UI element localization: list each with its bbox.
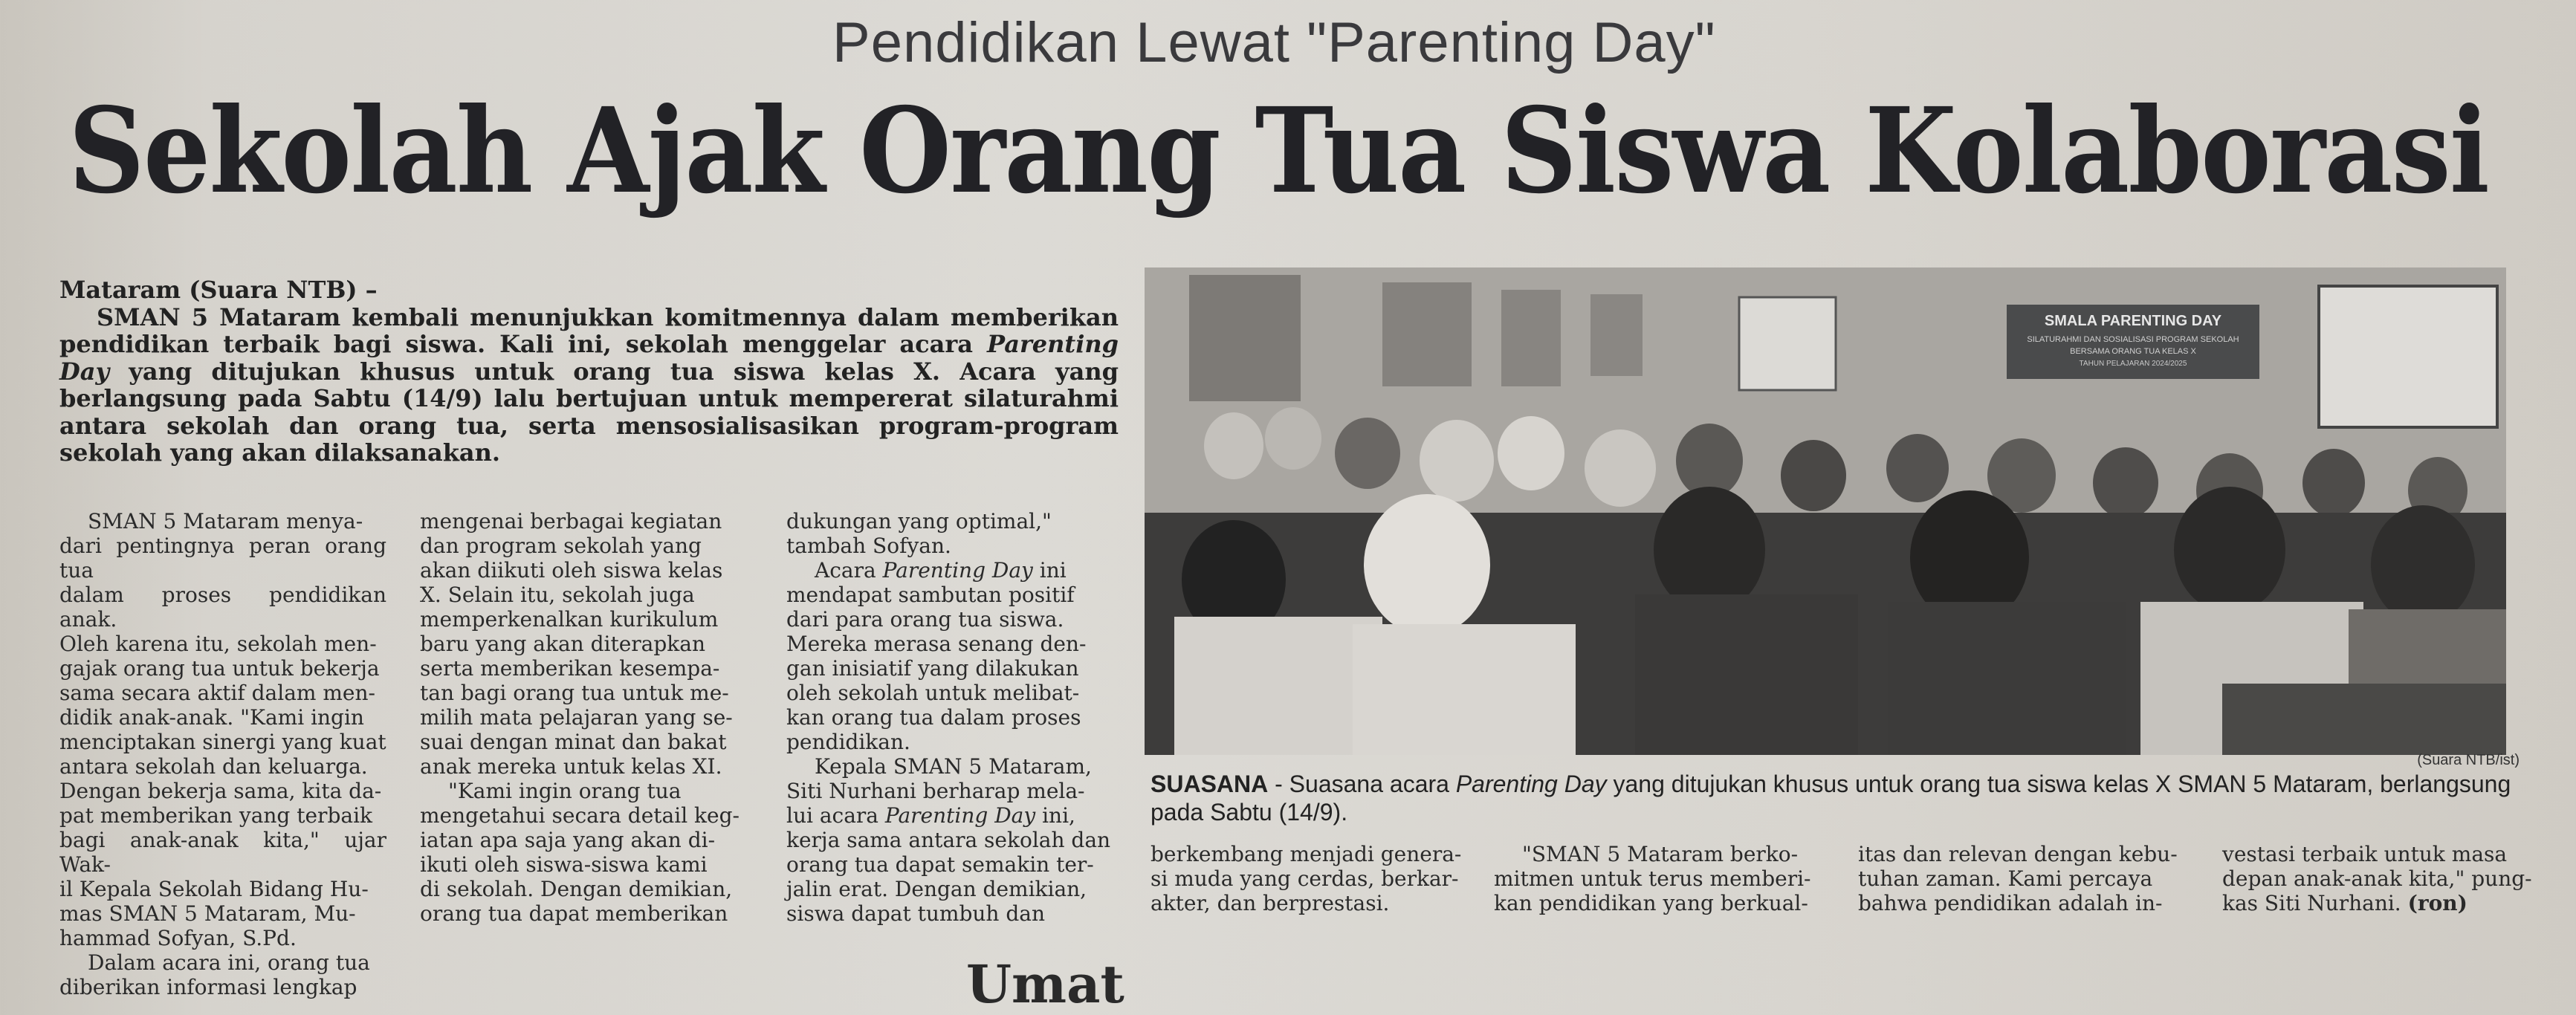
lead-text-1: SMAN 5 Mataram kembali menunjukkan komitmennya dalam memberikan pendidikan terbaik bagi siswa. Kali ini, sekolah menggelar acara	[59, 302, 1119, 358]
col3-paragraph-1: dukungan yang optimal," tambah Sofyan.	[786, 509, 1052, 558]
body-column-1	[59, 509, 386, 999]
col3-paragraph-3	[786, 754, 1121, 926]
body-column-3	[786, 509, 1121, 926]
col3-p3-italic: Parenting Day	[884, 803, 1036, 828]
col7-text: vestasi terbaik untuk masa depan anak-anak kita," pung- kas Siti Nurhani.	[2222, 842, 2532, 915]
body-column-5	[1494, 842, 1828, 915]
caption-italic: Parenting Day	[1455, 771, 1607, 797]
banner-line-2: BERSAMA ORANG TUA KELAS X	[2070, 347, 2196, 356]
lead-italic: Parenting Day	[59, 330, 1119, 386]
col3-paragraph-2	[786, 558, 1121, 754]
caption-text-1: - Suasana acara	[1268, 771, 1456, 797]
col3-p3-text-b: ini, kerja sama antara sekolah dan orang tua dapat semakin ter- jalin erat. Dengan demikian, siswa dapat tumbuh dan	[786, 803, 1111, 926]
next-article-headline-fragment: Umat	[966, 953, 1124, 1015]
col6-paragraph: itas dan relevan dengan kebu- tuhan zaman. Kami percaya bahwa pendidikan adalah in-	[1858, 842, 2178, 915]
body-column-4	[1151, 842, 1463, 915]
col5-paragraph: "SMAN 5 Mataram berko- mitmen untuk terus memberi- kan pendidikan yang berkual-	[1494, 842, 1811, 915]
author-initials: (ron)	[2407, 891, 2467, 915]
caption-label: SUASANA	[1151, 771, 1269, 797]
photo-credit: (Suara NTB/ist)	[2417, 752, 2520, 768]
col3-p2-italic: Parenting Day	[882, 558, 1033, 583]
col3-p2-text-b: ini mendapat sambutan positif dari para orang tua siswa. Mereka merasa senang den- gan inisiatif yang dilakukan oleh sekolah untuk melibat- kan orang tua dalam proses pendidikan.	[786, 558, 1087, 754]
body-column-6	[1858, 842, 2185, 915]
banner-line-3: TAHUN PELAJARAN 2024/2025	[2079, 360, 2187, 368]
col4-paragraph: berkembang menjadi genera- si muda yang cerdas, berkar- akter, dan berprestasi.	[1151, 842, 1462, 915]
event-photo	[1145, 267, 2506, 755]
col3-p2-text-a: Acara	[815, 558, 883, 583]
col2-paragraph-1: mengenai berbagai kegiatan dan program sekolah yang akan diikuti oleh siswa kelas X. Selain itu, sekolah juga memperkenalkan kurikulum baru yang akan diterapkan serta memberikan kesempa- tan bagi orang tua untuk me- milih mata pelajaran yang se- suai dengan minat dan bakat anak mereka untuk kelas XI.	[420, 509, 733, 779]
caption-text-2: yang ditujukan khusus untuk orang tua siswa kelas X SMAN 5 Mataram, berlangsung pada Sabtu (14/9).	[1151, 771, 2511, 826]
banner-title: SMALA PARENTING DAY	[2044, 313, 2222, 329]
banner-line-1: SILATURAHMI DAN SOSIALISASI PROGRAM SEKOLAH	[2027, 335, 2239, 344]
event-photo-illustration	[1145, 267, 2506, 755]
lead-body	[59, 304, 1119, 467]
photo-caption	[1151, 770, 2525, 826]
lead-text-2: yang ditujukan khusus untuk orang tua siswa kelas X. Acara yang berlangsung pada Sabtu (14/9) lalu bertujuan untuk mempererat silaturahmi antara sekolah dan orang tua, serta mensosialisasikan program-program sekolah yang akan dilaksanakan.	[59, 357, 1119, 467]
col1-paragraph-2: Dalam acara ini, orang tua diberikan informasi lengkap	[59, 950, 370, 999]
article-headline: Sekolah Ajak Orang Tua Siswa Kolaborasi	[68, 82, 2489, 220]
dateline: Mataram (Suara NTB) –	[59, 276, 378, 304]
article-kicker: Pendidikan Lewat "Parenting Day"	[832, 11, 1716, 74]
body-column-2	[420, 509, 758, 926]
col3-p3-text-a: Kepala SMAN 5 Mataram, Siti Nurhani berharap mela- lui acara	[786, 754, 1092, 828]
col1-paragraph-1: SMAN 5 Mataram menya- dari pentingnya peran orang tua dalam proses pendidikan anak. Oleh karena itu, sekolah men- gajak orang tua untuk bekerja sama secara aktif dalam men- didik anak-anak. "Kami ingin menciptakan sinergi yang kuat antara sekolah dan keluarga. Dengan bekerja sama, kita da- pat memberikan yang terbaik bagi anak-anak kita," ujar Wak- il Kepala Sekolah Bidang Hu- mas SMAN 5 Mataram, Mu- hammad Sofyan, S.Pd.	[59, 509, 386, 950]
lead-paragraph	[59, 276, 1119, 467]
body-column-7	[2222, 842, 2542, 915]
col7-paragraph	[2222, 842, 2542, 915]
col2-paragraph-2: "Kami ingin orang tua mengetahui secara detail keg- iatan apa saja yang akan di- ikuti oleh siswa-siswa kami di sekolah. Dengan demikian, orang tua dapat memberikan	[420, 779, 740, 926]
